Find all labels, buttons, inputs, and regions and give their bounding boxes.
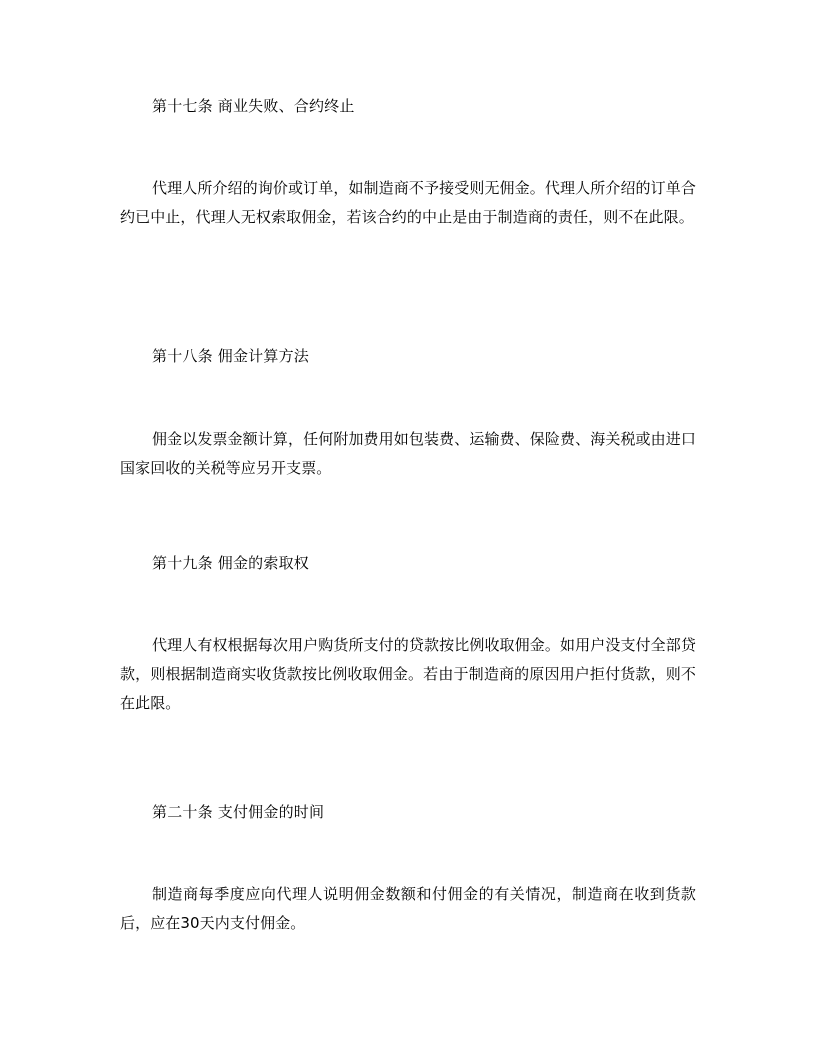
section-body-article-19: 代理人有权根据每次用户购货所支付的贷款按比例收取佣金。如用户没支付全部贷款，则根据制造商实收货款按比例收取佣金。若由于制造商的原因用户拒付货款，则不在此限。 (120, 636, 696, 712)
section-heading-article-17: 第十七条 商业失败、合约终止 (152, 97, 355, 115)
section-body-article-17: 代理人所介绍的询价或订单，如制造商不予接受则无佣金。代理人所介绍的订单合约已中止，代理人无权索取佣金，若该合约的中止是由于制造商的责任，则不在此限。 (120, 179, 696, 226)
section-body-article-18: 佣金以发票金额计算，任何附加费用如包装费、运输费、保险费、海关税或由进口国家回收的关税等应另开支票。 (120, 430, 696, 477)
section-heading-article-20: 第二十条 支付佣金的时间 (152, 803, 325, 821)
section-body-article-20: 制造商每季度应向代理人说明佣金数额和付佣金的有关情况，制造商在收到货款后，应在30天内支付佣金。 (120, 885, 696, 932)
section-heading-article-19: 第十九条 佣金的索取权 (152, 554, 309, 572)
section-heading-article-18: 第十八条 佣金计算方法 (152, 347, 309, 365)
